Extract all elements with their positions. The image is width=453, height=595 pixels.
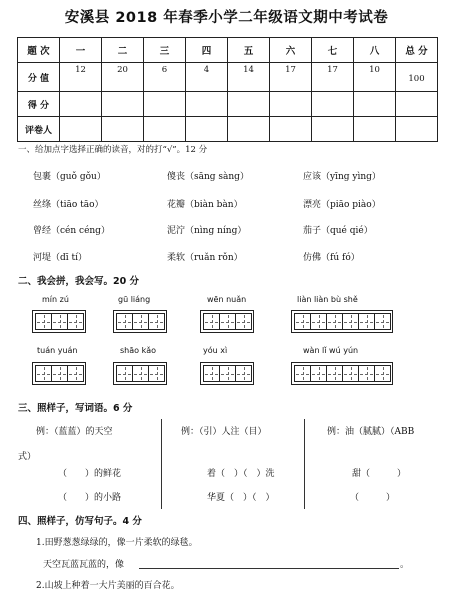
s1-item[interactable]: 傻丧（sāng sàng） (167, 172, 249, 182)
divider (304, 419, 305, 509)
score-table-grader-row (18, 117, 438, 142)
col-4: 四 (186, 38, 228, 63)
grader-cell[interactable] (396, 117, 438, 142)
pinyin-top: mín zú (42, 295, 69, 304)
col-2: 二 (102, 38, 144, 63)
points-1: 12 (60, 63, 102, 92)
char-cell[interactable] (67, 313, 84, 330)
section4-heading: 四、照样子，仿写句子。4 分 (18, 516, 142, 527)
char-cell[interactable] (116, 313, 133, 330)
char-cell[interactable] (310, 365, 327, 382)
grader-cell[interactable] (102, 117, 144, 142)
got-label: 得 分 (18, 92, 60, 117)
s1-item[interactable]: 柔软（ruǎn rǒn） (167, 253, 243, 263)
got-cell[interactable] (312, 92, 354, 117)
char-cell[interactable] (326, 313, 343, 330)
char-cell[interactable] (235, 365, 252, 382)
got-cell[interactable] (102, 92, 144, 117)
char-cell[interactable] (219, 365, 236, 382)
grader-cell[interactable] (144, 117, 186, 142)
pinyin-bottom: tuán yuán (37, 346, 78, 355)
s4-example-start: 天空瓦蓝瓦蓝的，像 (43, 560, 125, 570)
grader-cell[interactable] (354, 117, 396, 142)
section3-heading: 三、照样子，写词语。6 分 (18, 403, 133, 414)
s1-item[interactable]: 河堤（dī tí） (33, 253, 87, 263)
col-total: 总 分 (396, 38, 438, 63)
grader-cell[interactable] (186, 117, 228, 142)
got-cell[interactable] (144, 92, 186, 117)
char-cell[interactable] (148, 365, 165, 382)
col-5: 五 (228, 38, 270, 63)
char-cell[interactable] (326, 365, 343, 382)
points-3: 6 (144, 63, 186, 92)
char-grid[interactable] (32, 362, 86, 385)
grader-label: 评卷人 (18, 117, 60, 142)
s1-item[interactable]: 花瓣（biàn bàn） (167, 200, 243, 210)
points-5: 14 (228, 63, 270, 92)
pinyin-bottom: wàn lǐ wú yún (303, 346, 359, 355)
points-8: 10 (354, 63, 396, 92)
col-3: 三 (144, 38, 186, 63)
s3-blank[interactable]: 着（ ）（ ）洗 (207, 469, 275, 479)
char-cell[interactable] (203, 313, 220, 330)
char-grid[interactable] (291, 310, 393, 333)
char-grid[interactable] (200, 362, 254, 385)
s1-item[interactable]: 泥泞（nìng níng） (167, 226, 247, 236)
char-cell[interactable] (116, 365, 133, 382)
points-2: 20 (102, 63, 144, 92)
pinyin-top: gū liáng (118, 295, 151, 304)
char-grid[interactable] (291, 362, 393, 385)
s3-example-2: 例：（引）人注（目） (181, 427, 267, 437)
points-7: 17 (312, 63, 354, 92)
char-cell[interactable] (342, 313, 359, 330)
col-1: 一 (60, 38, 102, 63)
char-cell[interactable] (358, 313, 375, 330)
points-6: 17 (270, 63, 312, 92)
char-cell[interactable] (310, 313, 327, 330)
got-cell[interactable] (396, 92, 438, 117)
char-cell[interactable] (342, 365, 359, 382)
char-grid[interactable] (32, 310, 86, 333)
score-table-points-row (18, 63, 438, 92)
char-cell[interactable] (35, 313, 52, 330)
char-cell[interactable] (51, 365, 68, 382)
header-label: 题 次 (18, 38, 60, 63)
s3-example-cont: 式） (18, 452, 37, 462)
grader-cell[interactable] (270, 117, 312, 142)
char-grid[interactable] (200, 310, 254, 333)
char-cell[interactable] (51, 313, 68, 330)
char-cell[interactable] (148, 313, 165, 330)
section1-instruction: 一、给加点字选择正确的读音，对的打“√”。12 分 (18, 145, 208, 155)
score-table (17, 37, 438, 142)
char-cell[interactable] (203, 365, 220, 382)
s4-sentence-1: 1.田野葱葱绿绿的，像一片柔软的绿毯。 (36, 538, 198, 548)
char-cell[interactable] (358, 365, 375, 382)
s1-item[interactable]: 曾经（cén céng） (33, 226, 110, 236)
col-8: 八 (354, 38, 396, 63)
char-cell[interactable] (374, 313, 391, 330)
section2-heading: 二、我会拼，我会写。20 分 (18, 276, 140, 287)
s1-item[interactable]: 茄子（qué qié） (303, 226, 373, 236)
char-cell[interactable] (374, 365, 391, 382)
points-label: 分 值 (18, 63, 60, 92)
got-cell[interactable] (60, 92, 102, 117)
pinyin-bottom: yóu xì (203, 346, 228, 355)
char-cell[interactable] (132, 365, 149, 382)
got-cell[interactable] (228, 92, 270, 117)
points-total: 100 (396, 63, 438, 92)
got-cell[interactable] (186, 92, 228, 117)
s3-blank[interactable]: 华夏（ ）（ ） (207, 493, 275, 503)
s1-item[interactable]: 丝绦（tiāo tāo） (33, 200, 104, 210)
s3-blank[interactable]: （ ） (350, 493, 396, 503)
char-grid[interactable] (113, 310, 167, 333)
char-cell[interactable] (35, 365, 52, 382)
char-cell[interactable] (132, 313, 149, 330)
s1-item[interactable]: 漂亮（piāo piào） (303, 200, 381, 210)
grader-cell[interactable] (228, 117, 270, 142)
exam-title: 安溪县 2018 年春季小学二年级语文期中考试卷 (64, 10, 389, 26)
pinyin-top: wēn nuǎn (207, 295, 247, 304)
grader-cell[interactable] (312, 117, 354, 142)
pinyin-bottom: shāo kǎo (120, 346, 157, 355)
char-cell[interactable] (219, 313, 236, 330)
got-cell[interactable] (270, 92, 312, 117)
char-cell[interactable] (67, 365, 84, 382)
col-7: 七 (312, 38, 354, 63)
s3-example-3: 例：油（腻腻）（ABB (327, 427, 415, 437)
got-cell[interactable] (354, 92, 396, 117)
s3-blank[interactable]: （ ）的小路 (58, 493, 122, 503)
col-6: 六 (270, 38, 312, 63)
score-table-header-row (18, 38, 438, 63)
answer-line[interactable] (139, 568, 399, 569)
s3-blank[interactable]: 甜（ ） (352, 469, 407, 479)
s3-blank[interactable]: （ ）的鲜花 (58, 469, 122, 479)
s3-example-1: 例：（蓝蓝）的天空 (36, 427, 113, 437)
points-4: 4 (186, 63, 228, 92)
pinyin-top: liàn liàn bù shě (297, 295, 358, 304)
s1-item[interactable]: 包裹（guǒ gǒu） (33, 172, 106, 182)
char-cell[interactable] (294, 365, 311, 382)
s4-sentence-2: 2.山坡上种着一大片美丽的百合花。 (36, 581, 180, 591)
char-cell[interactable] (294, 313, 311, 330)
s1-item[interactable]: 仿佛（fú fó） (303, 253, 360, 263)
s4-example-end: 。 (400, 560, 410, 570)
char-cell[interactable] (235, 313, 252, 330)
score-table-got-row (18, 92, 438, 117)
divider (161, 419, 162, 509)
grader-cell[interactable] (60, 117, 102, 142)
char-grid[interactable] (113, 362, 167, 385)
s1-item[interactable]: 应该（yīng yìng） (303, 172, 381, 182)
